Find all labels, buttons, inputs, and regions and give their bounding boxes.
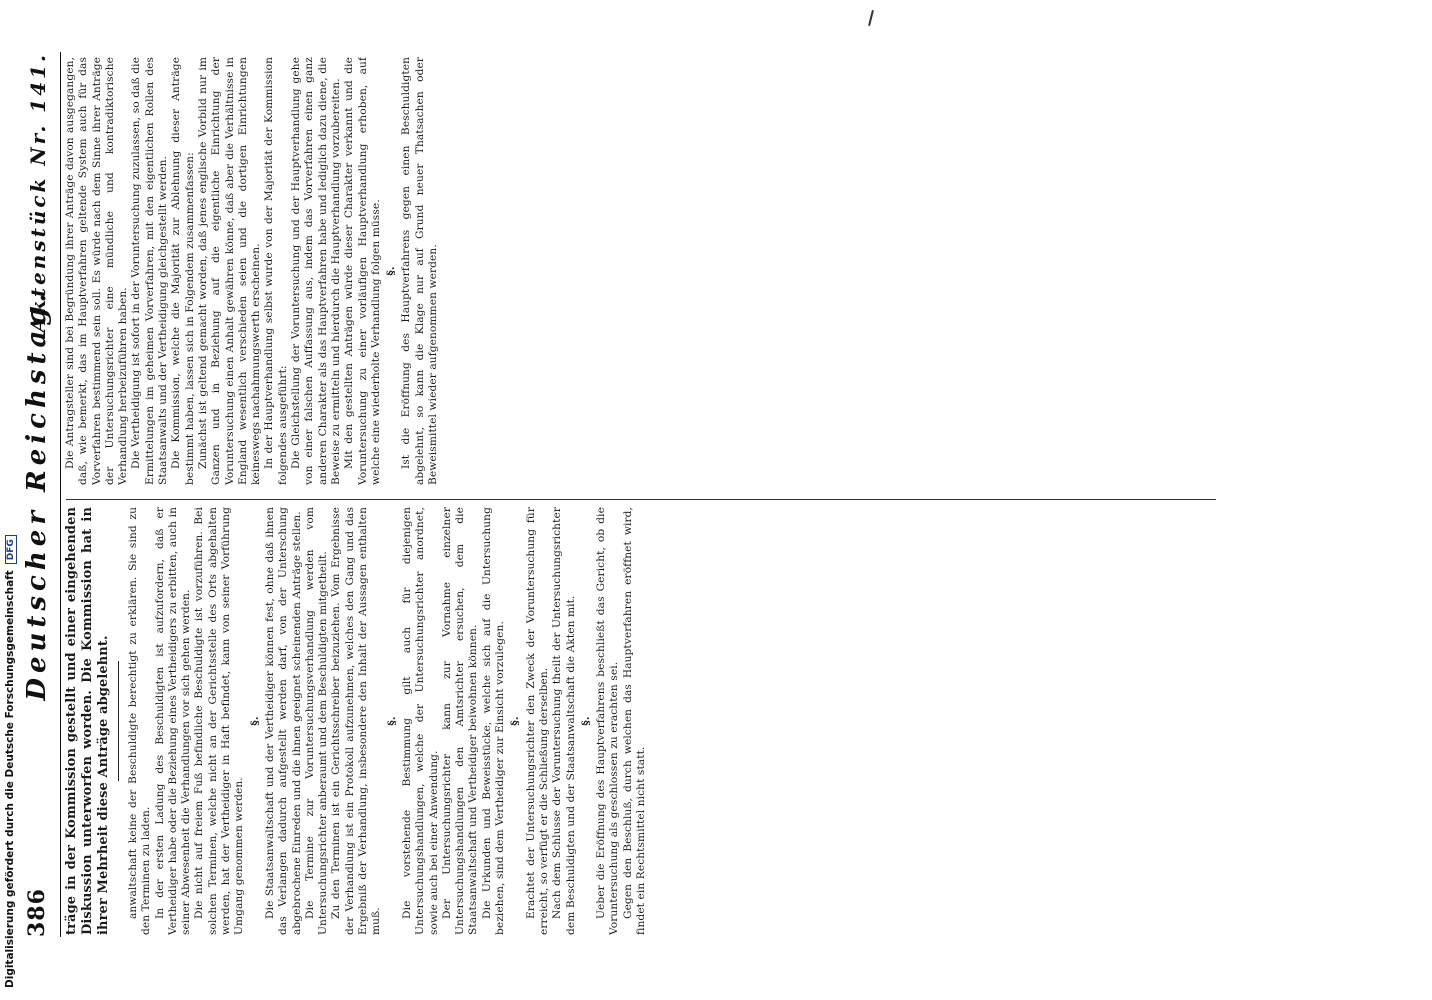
page-header bbox=[22, 52, 61, 937]
lead-paragraph: träge in der Kommission gestellt und einer eingehenden Diskussion unterworfen worden. Die Kommission hat in ihrer Mehrheit diese Anträge abgelehnt. bbox=[64, 507, 111, 935]
paragraph: Erachtet der Untersuchungsrichter den Zweck der Voruntersuchung für erreicht, so verfügt er die Schließung derselben. bbox=[524, 507, 550, 935]
paragraph: Gegen den Beschluß, durch welchen das Hauptverfahren eröffnet wird, findet ein Rechtsmittel nicht statt. bbox=[621, 507, 647, 935]
paragraph: Die Termine zur Voruntersuchungsverhandlung werden vom Untersuchungsrichter anberaumt und dem Beschuldigten mitgetheilt. bbox=[303, 507, 330, 935]
newspaper-title: Deutscher Reichstag. bbox=[22, 288, 52, 701]
paragraph: Ist die Eröffnung des Hauptverfahrens gegen einen Beschuldigten abgelehnt, so kann die Klage nur auf Grund neuer Thatsachen oder Beweismittel wieder aufgenommen werden. bbox=[400, 57, 440, 485]
credit-text: Digitalisierung gefördert durch die Deutsche Forschungsgemeinschaft bbox=[4, 570, 16, 988]
paragraph: Die Antragsteller sind bei Begründung ihrer Anträge davon ausgegangen, daß, wie bemerkt, das im Hauptverfahren geltende System auch für das Vorverfahren bestimmend sein soll. Es würde nach dem Sinne ihrer Anträge der Untersuchungsrichter eine mündliche und kontradiktorische Verhandlung herbeizuführen haben. bbox=[64, 57, 130, 485]
paragraph: In der ersten Ladung des Beschuldigten ist aufzufordern, daß er Vertheidiger habe oder die Beziehung eines Vertheidigers zu erbitten, auch in seiner Abwesenheit die Verhandlungen vor sich gehen werden. bbox=[153, 507, 193, 935]
paragraph: anwaltschaft keine der Beschuldigte berechtigt zu erklären. Sie sind zu den Terminen zu laden. bbox=[127, 507, 153, 935]
paragraph: Zunächst ist geltend gemacht worden, daß jenes englische Vorbild nur im Ganzen und in Beziehung auf die eigentliche Einrichtung der Voruntersuchung einen Anhalt gewähren könne, daß aber die Verhältnisse in England wesentlich verschieden seien und die dortigen Einrichtungen keineswegs nachahmungswerth erscheinen. bbox=[196, 57, 263, 485]
digitization-credit bbox=[4, 539, 17, 988]
paragraph: Die Staatsanwaltschaft und der Vertheidiger können fest, ohne daß ihnen das Verlangen dadurch aufgestellt werden darf, von der Unterschung abgebrochene Einreden und die ihnen geeignet scheinenden Anträge stellen. bbox=[263, 507, 303, 935]
page-number: 386 bbox=[24, 888, 50, 937]
paragraph: In der Hauptverhandlung selbst wurde von der Majorität der Kommission folgendes ausgeführt: bbox=[263, 57, 289, 485]
paragraph: Zu den Terminen ist ein Gerichtsschreiber beizuziehen. Vom Ergebnisse der Verhandlung ist ein Protokoll aufzunehmen, welches den Gang und das Ergebniß der Verhandlung, insbesondere den Inhalt der Aussagen enthalten muß. bbox=[330, 507, 383, 935]
newspaper-page bbox=[10, 30, 1320, 965]
column-divider bbox=[66, 499, 1216, 500]
paragraph: Nach dem Schlusse der Voruntersuchung theilt der Untersuchungsrichter dem Beschuldigten und der Staatsanwaltschaft die Akten mit. bbox=[551, 507, 577, 935]
divider-rule bbox=[118, 661, 119, 781]
left-column bbox=[64, 507, 1214, 935]
dfg-logo: DFG bbox=[5, 535, 17, 564]
paragraph: Die vorstehende Bestimmung gilt auch für diejenigen Untersuchungshandlungen, welche der Untersuchungsrichter anordnet, sowie auch bei einer Anwendung. bbox=[400, 507, 440, 935]
section-mark: §. bbox=[248, 716, 261, 726]
paragraph: Die Gleichstellung der Voruntersuchung und der Hauptverhandlung gehe von einer falschen Auffassung aus, indem das Vorverfahren einen ganz anderen Charakter als das Hauptverfahren habe und lediglich dazu diene, die Beweise zu ermitteln und hierdurch die Hauptverhandlung vorzubereiten. bbox=[290, 57, 342, 485]
scan-mark bbox=[868, 10, 874, 26]
issue-label: Aktenstück Nr. 141. bbox=[26, 52, 50, 333]
paragraph: Die Kommission, welche die Majorität zur Ablehnung dieser Anträge bestimmt haben, lassen sich in Folgendem zusammenfassen: bbox=[170, 57, 196, 485]
paragraph: Mit den gestellten Anträgen würde dieser Charakter verkannt und die Voruntersuchung zu einer vorläufigen Hauptverhandlung erhoben, auf welche eine wiederholte Verhandlung folgen müsse. bbox=[343, 57, 382, 485]
section-mark: §. bbox=[385, 266, 398, 276]
paragraph: Die Vertheidigung ist sofort in der Voruntersuchung zuzulassen, so daß die Ermittelungen im geheimen Vorverfahren, mit den eigentlichen Rollen des Staatsanwalts und der Vertheidigung gleichgestellt werden. bbox=[130, 57, 170, 485]
paragraph: Die Urkunden und Beweisstücke, welche sich auf die Untersuchung beziehen, sind dem Vertheidiger zur Einsicht vorzulegen. bbox=[480, 507, 507, 935]
right-column bbox=[64, 57, 1214, 485]
paragraph: Der Untersuchungsrichter kann zur Vornahme einzelner Untersuchungshandlungen den Amtsrichter ersuchen, dem die Staatsanwaltschaft und Vertheidiger beiwohnen können. bbox=[440, 507, 480, 935]
paragraph: Ueber die Eröffnung des Hauptverfahrens beschließt das Gericht, ob die Voruntersuchung als geschlossen zu erachten sei. bbox=[595, 507, 621, 935]
paragraph: Die nicht auf freiem Fuß befindliche Beschuldigte ist vorzuführen. Bei solchen Terminen, welche nicht an der Gerichtsstelle des Orts abgehalten werden, hat der Vertheidiger in Haft befindet, kann von seiner Vorführung Umgang genommen werden. bbox=[193, 507, 246, 935]
section-mark: §. bbox=[579, 716, 592, 726]
section-mark: §. bbox=[509, 716, 522, 726]
section-mark: §. bbox=[385, 716, 398, 726]
